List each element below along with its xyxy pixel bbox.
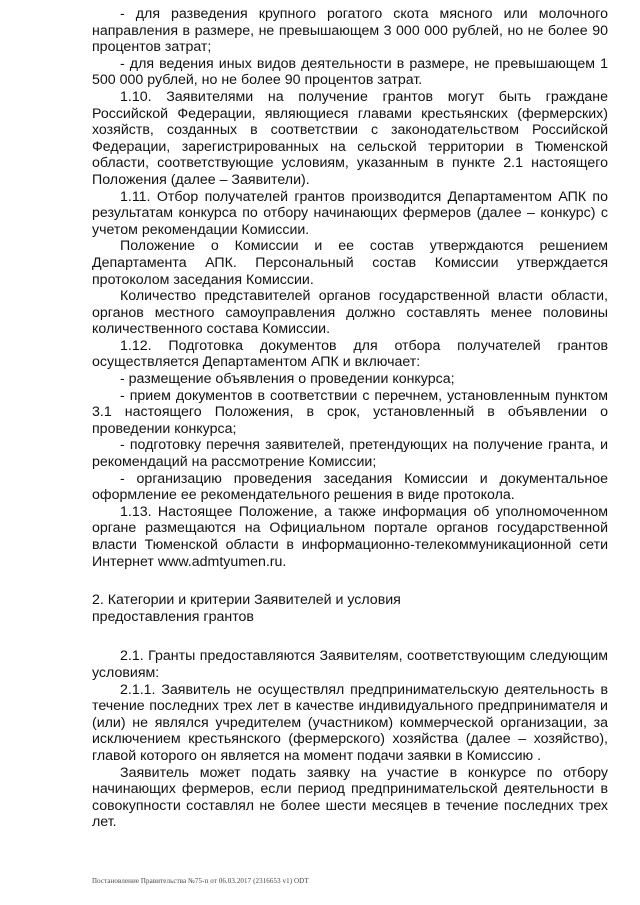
list-item-applicant-list: - подготовку перечня заявителей, претендующих на получение гранта, и рекомендаций на рассмотрение Комиссии; [92,437,608,471]
paragraph-commission-composition: Количество представителей органов государственной власти области, органов местного самоуправления должно составлять менее половины количественного состава Комиссии. [92,288,608,338]
section-heading-line1: 2. Категории и критерии Заявителей и условия [92,592,401,609]
paragraph-commission-regulation: Положение о Комиссии и ее состав утверждаются решением Департамента АПК. Персональный состав Комиссии утверждается протоколом заседания Комиссии. [92,238,608,288]
paragraph-cattle: - для разведения крупного рогатого скота мясного или молочного направления в размере, не превышающем 3 000 000 рублей, но не более 90 процентов затрат; [92,6,608,56]
section-heading-line2: предоставления грантов [92,608,254,625]
paragraph-2-1-1: 2.1.1. Заявитель не осуществлял предпринимательскую деятельность в течение последних трех лет в качестве индивидуального предпринимателя и (или) не являлся учредителем (участником) коммерческой организации, за исключением крестьянского (фермерского) хозяйства (далее – хозяйство), главой которого он является на момент подачи заявки в Комиссию . [92,681,608,764]
paragraph-1-13: 1.13. Настоящее Положение, а также информация об уполномоченном органе размещаются на Официальном портале органов государственной власти Тюменской области в информационно-телекоммуникационной сети Интернет www.admtyumen.ru. [92,503,608,570]
document-body [92,6,608,831]
list-item-commission-meeting: - организацию проведения заседания Комиссии и документальное оформление ее рекомендательного решения в виде протокола. [92,470,608,504]
paragraph-2-1: 2.1. Гранты предоставляются Заявителям, соответствующим следующим условиям: [92,648,608,681]
paragraph-1-10: 1.10. Заявителями на получение грантов могут быть граждане Российской Федерации, являющиеся главами крестьянских (фермерских) хозяйств, созданных в соответствии с законодательством Российской Федерации, зарегистрированных на сельской территории в Тюменской области, соответствующие условиям, указанным в пункте 2.1 настоящего Положения (далее – Заявители). [92,88,608,188]
paragraph-1-12: 1.12. Подготовка документов для отбора получателей грантов осуществляется Департаментом АПК и включает: [92,337,608,371]
paragraph-1-11: 1.11. Отбор получателей грантов производится Департаментом АПК по результатам конкурса по отбору начинающих фермеров (далее – конкурс) с учетом рекомендации Комиссии. [92,188,608,238]
paragraph-other-activities: - для ведения иных видов деятельности в размере, не превышающем 1 500 000 рублей, но не более 90 процентов затрат. [92,55,608,89]
paragraph-applicant-eligibility: Заявитель может подать заявку на участие в конкурсе по отбору начинающих фермеров, если период предпринимательской деятельности в совокупности составлял не более шести месяцев в течение последних трех лет. [92,764,608,831]
list-item-announcement: - размещение объявления о проведении конкурса; [120,371,455,388]
document-footer: Постановление Правительства №75-п от 06.03.2017 (2316653 v1) ODT [92,877,309,885]
list-item-document-intake: - прием документов в соответствии с перечнем, установленным пунктом 3.1 настоящего Положения, в срок, установленный в объявлении о проведении конкурса; [92,387,608,437]
section-heading [92,592,608,625]
